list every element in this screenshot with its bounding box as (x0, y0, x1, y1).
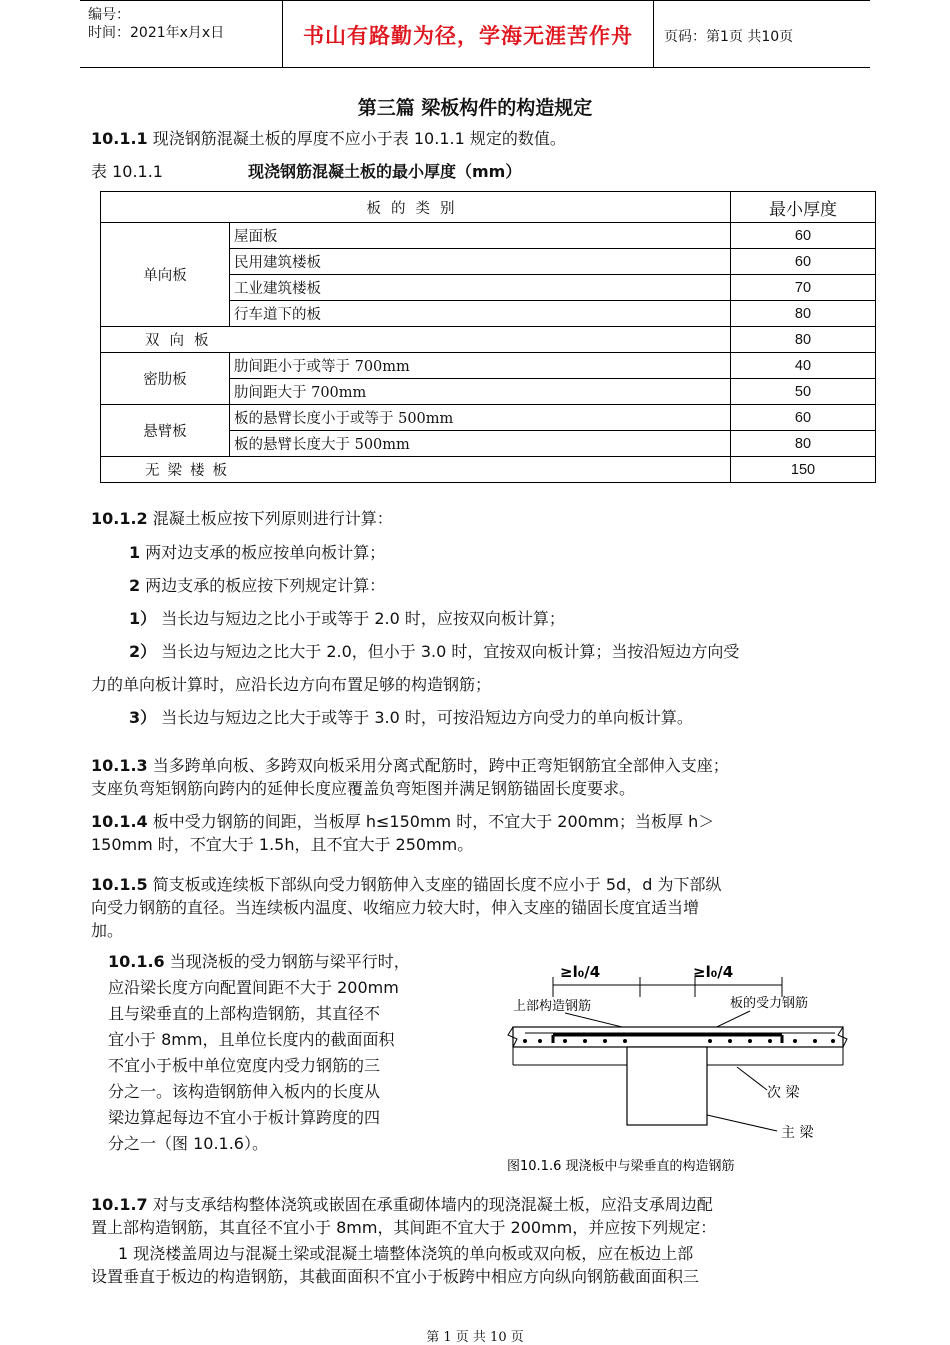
row-label: 工业建筑楼板 (230, 275, 731, 301)
row-value: 70 (731, 275, 876, 301)
section-number: 10.1.7 (91, 1195, 148, 1214)
section-number: 10.1.1 (91, 129, 148, 148)
slab (513, 1027, 843, 1047)
list-item (129, 541, 385, 564)
section-text: 设置垂直于板边的构造钢筋，其截面面积不宜小于板跨中相应方向纵向钢筋截面面积三 (91, 1267, 700, 1286)
row-value: 80 (731, 431, 876, 457)
section-number: 10.1.6 (108, 952, 165, 971)
row-value: 60 (731, 249, 876, 275)
row-label: 肋间距大于 700mm (230, 379, 731, 405)
section-text: 梁边算起每边不宜小于板计算跨度的四 (108, 1108, 381, 1127)
label-main-beam: 主 梁 (781, 1125, 814, 1141)
row-label: 肋间距小于或等于 700mm (230, 353, 731, 379)
header-number-label: 编号： (88, 7, 130, 23)
table-header-thickness: 最小厚度 (731, 192, 876, 223)
secondary-beam (627, 1047, 707, 1125)
group-ribbed: 密肋板 (101, 353, 230, 405)
table-label: 表 10.1.1 (91, 162, 163, 181)
leader-line (737, 1067, 767, 1090)
list-item (129, 607, 565, 630)
row-value: 80 (731, 301, 876, 327)
section-text: 简支板或连续板下部纵向受力钢筋伸入支座的锚固长度不应小于 5d，d 为下部纵 (152, 875, 722, 894)
row-value: 40 (731, 353, 876, 379)
section-10-1-7 (91, 1193, 713, 1216)
list-item (129, 640, 739, 663)
section-text: 分之一。该构造钢筋伸入板内的长度从 (108, 1082, 381, 1101)
row-value: 80 (731, 327, 876, 353)
item-text: 两边支承的板应按下列规定计算： (145, 576, 386, 595)
table-header-category: 板的类别 (101, 192, 731, 223)
figure-10-1-6 (505, 955, 855, 1185)
label-slab-rebar: 板的受力钢筋 (730, 996, 809, 1011)
row-label: 板的悬臂长度小于或等于 500mm (230, 405, 731, 431)
row-label: 行车道下的板 (230, 301, 731, 327)
list-item (129, 574, 385, 597)
leader-line (707, 1115, 777, 1131)
section-10-1-3 (91, 754, 729, 777)
group-double: 双向板 (101, 327, 731, 353)
item-number: 2） (129, 642, 157, 661)
header-motto: 书山有路勤为径，学海无涯苦作舟 (303, 24, 633, 48)
section-text: 当多跨单向板、多跨双向板采用分离式配筋时，跨中正弯矩钢筋宜全部伸入支座； (152, 756, 729, 775)
row-label: 屋面板 (230, 223, 731, 249)
section-text: 宜小于 8mm，且单位长度内的截面面积 (108, 1030, 395, 1049)
item-number: 3） (129, 708, 157, 727)
section-text: 不宜小于板中单位宽度内受力钢筋的三 (108, 1056, 381, 1075)
section-text: 置上部构造钢筋，其直径不宜小于 8mm，其间距不宜大于 200mm，并应按下列规定： (91, 1218, 717, 1237)
section-text: 对与支承结构整体浇筑或嵌固在承重砌体墙内的现浇混凝土板，应沿支承周边配 (152, 1195, 713, 1214)
label-top-rebar: 上部构造钢筋 (513, 999, 592, 1014)
section-number: 10.1.3 (91, 756, 148, 775)
row-label: 板的悬臂长度大于 500mm (230, 431, 731, 457)
figure-caption: 图10.1.6 现浇板中与梁垂直的构造钢筋 (507, 1159, 735, 1174)
item-text: 当长边与短边之比大于或等于 3.0 时，可按沿短边方向受力的单向板计算。 (161, 708, 693, 727)
item-number: 1） (129, 609, 157, 628)
row-value: 50 (731, 379, 876, 405)
group-cantilever: 悬臂板 (101, 405, 230, 457)
dim-right-label: ≥l₀/4 (693, 963, 734, 981)
header-divider (653, 0, 654, 67)
section-10-1-6 (108, 949, 410, 1157)
section-text: 加。 (91, 921, 124, 940)
section-text: 且与梁垂直的上部构造钢筋，其直径不 (108, 1004, 381, 1023)
item-number: 1 (129, 543, 141, 562)
section-text: 1 现浇楼盖周边与混凝土梁或混凝土墙整体浇筑的单向板或双向板，应在板边上部 (118, 1244, 694, 1263)
header-top-rule (80, 0, 870, 1)
section-text: 现浇钢筋混凝土板的厚度不应小于表 10.1.1 规定的数值。 (152, 129, 566, 148)
section-text: 150mm 时，不宜大于 1.5h，且不宜大于 250mm。 (91, 835, 474, 854)
item-text-continued: 力的单向板计算时，应沿长边方向布置足够的构造钢筋； (91, 675, 492, 694)
min-thickness-table (100, 191, 876, 483)
list-item (129, 706, 693, 729)
group-single: 单向板 (101, 223, 230, 327)
label-secondary-beam: 次 梁 (767, 1085, 800, 1101)
item-text: 两对边支承的板应按单向板计算； (145, 543, 386, 562)
page-footer: 第 1 页 共 10 页 (426, 1330, 524, 1345)
page-title: 第三篇 梁板构件的构造规定 (357, 97, 593, 119)
header-bottom-rule (80, 67, 870, 68)
row-value: 60 (731, 405, 876, 431)
row-value: 60 (731, 223, 876, 249)
header-time-label: 时间：2021年x月x日 (88, 25, 225, 41)
section-10-1-4 (91, 810, 714, 833)
item-text: 当长边与短边之比大于 2.0，但小于 3.0 时，宜按双向板计算；当按沿短边方向受 (161, 642, 740, 661)
section-text: 分之一（图 10.1.6）。 (108, 1134, 268, 1153)
section-10-1-2 (91, 507, 393, 530)
section-text: 混凝土板应按下列原则进行计算： (152, 509, 393, 528)
table-title: 现浇钢筋混凝土板的最小厚度（mm） (248, 162, 522, 181)
section-text: 向受力钢筋的直径。当连续板内温度、收缩应力较大时，伸入支座的锚固长度宜适当增 (91, 898, 700, 917)
section-number: 10.1.5 (91, 875, 148, 894)
item-text: 当长边与短边之比小于或等于 2.0 时，应按双向板计算； (161, 609, 565, 628)
dim-left-label: ≥l₀/4 (560, 963, 601, 981)
section-text: 应沿梁长度方向配置间距不大于 200mm (108, 978, 399, 997)
row-value: 150 (731, 457, 876, 483)
section-number: 10.1.2 (91, 509, 148, 528)
section-number: 10.1.4 (91, 812, 148, 831)
item-number: 2 (129, 576, 141, 595)
row-label: 民用建筑楼板 (230, 249, 731, 275)
header-page-info: 页码：第1页 共10页 (664, 29, 794, 45)
section-10-1-1 (91, 127, 566, 150)
section-10-1-5 (91, 873, 721, 896)
section-text: 当现浇板的受力钢筋与梁平行时， (169, 952, 410, 971)
section-text: 支座负弯矩钢筋向跨内的延伸长度应覆盖负弯矩图并满足钢筋锚固长度要求。 (91, 779, 636, 798)
group-beamless: 无梁楼板 (101, 457, 731, 483)
section-text: 板中受力钢筋的间距，当板厚 h≤150mm 时，不宜大于 200mm；当板厚 h＞ (152, 812, 715, 831)
